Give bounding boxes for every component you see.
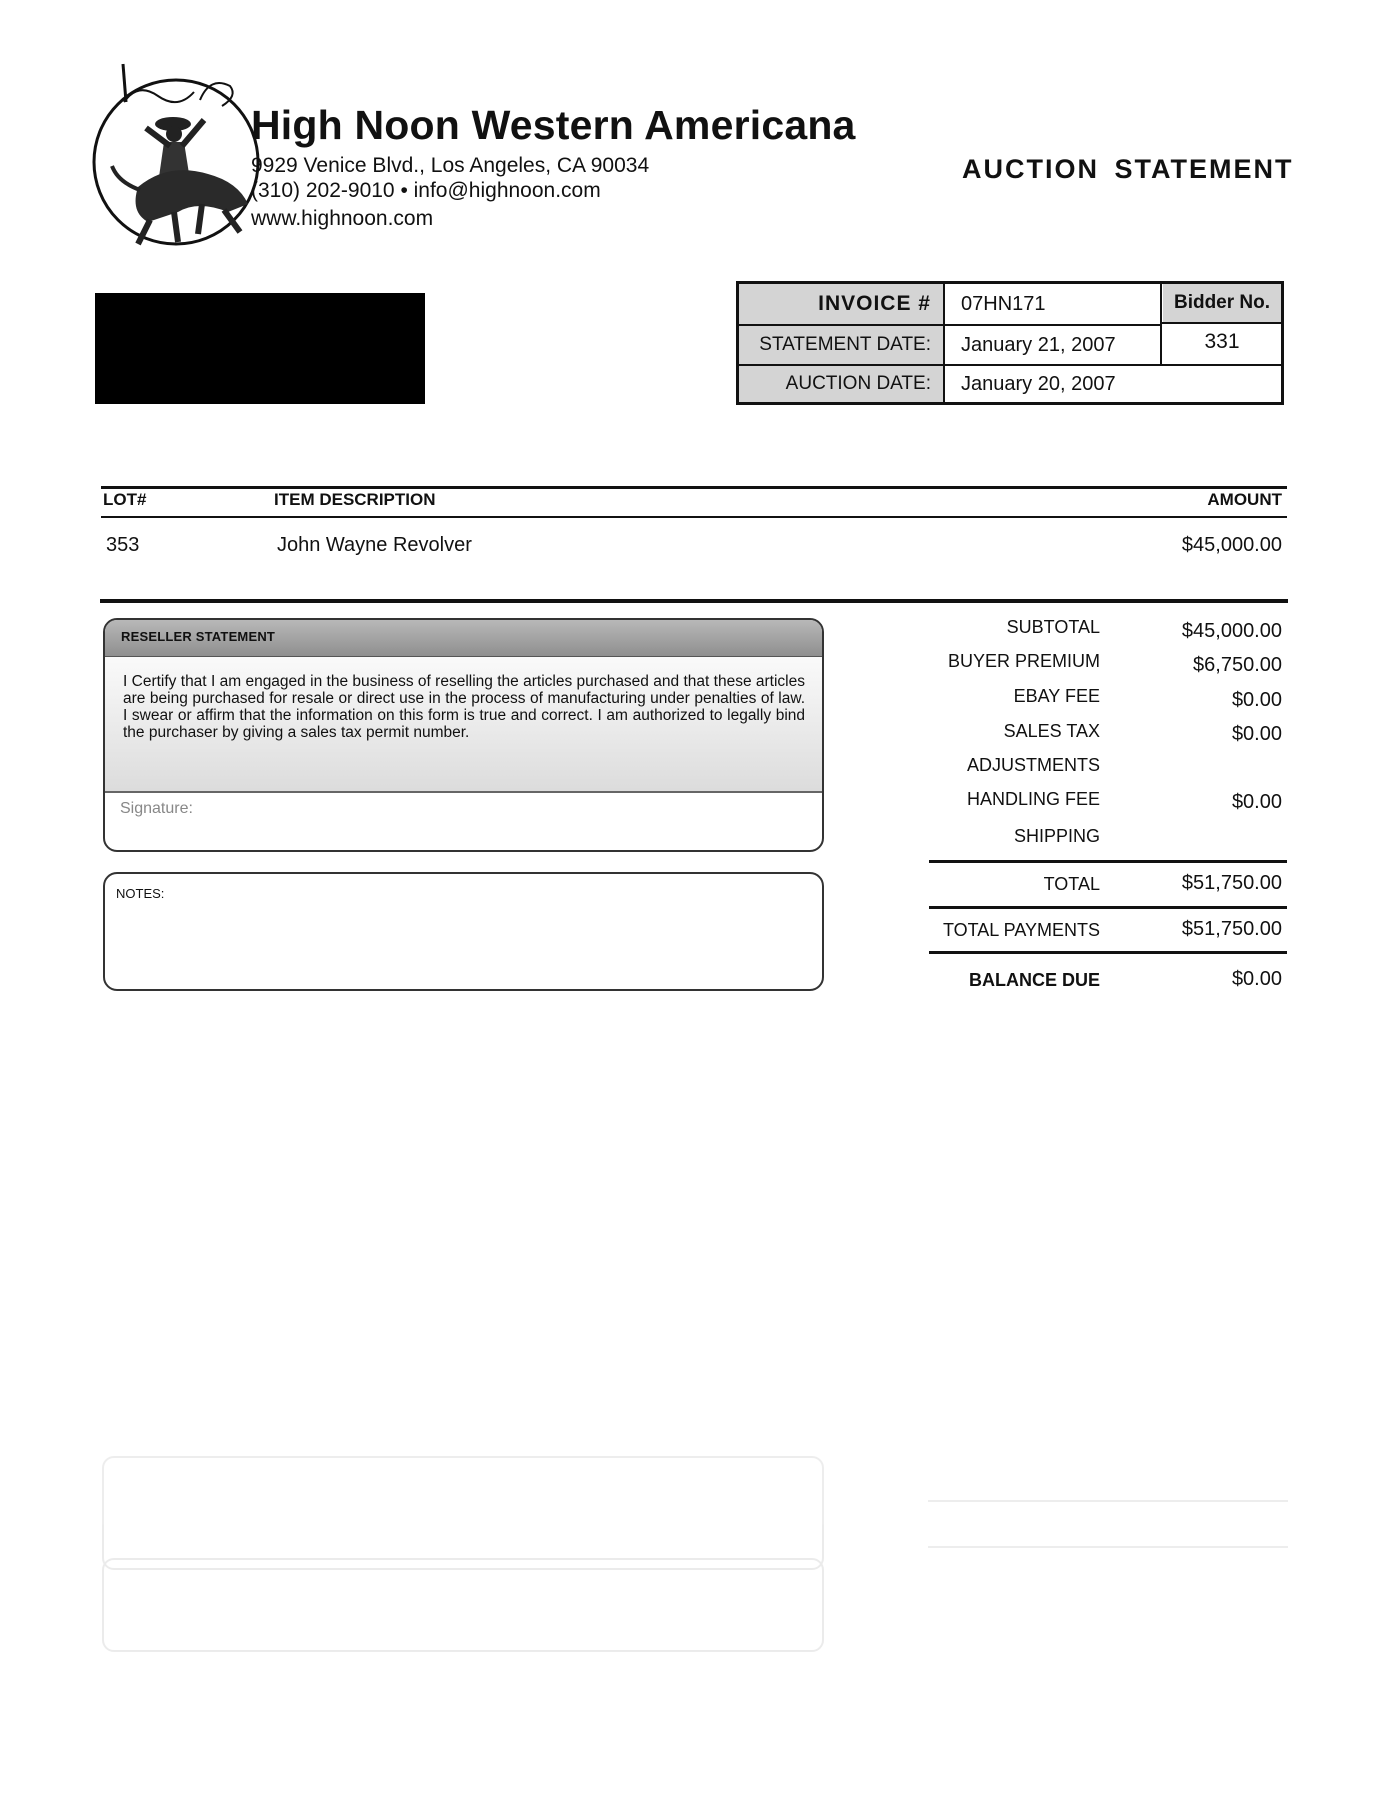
reseller-statement-title: RESELLER STATEMENT bbox=[121, 629, 276, 644]
column-header-lot: LOT# bbox=[103, 490, 147, 509]
payments-top-rule bbox=[929, 906, 1287, 909]
subtotal-label: SUBTOTAL bbox=[1006, 617, 1100, 637]
total-top-rule bbox=[929, 860, 1287, 863]
total-payments-label: TOTAL PAYMENTS bbox=[942, 920, 1100, 940]
bidder-number: 331 bbox=[1204, 330, 1240, 353]
statement-date-label: STATEMENT DATE: bbox=[739, 326, 943, 364]
signature-field[interactable]: Signature: bbox=[120, 800, 193, 817]
total-payments-value: $51,750.00 bbox=[1181, 918, 1282, 940]
bidder-number-label: Bidder No. bbox=[1163, 284, 1281, 322]
buyer-premium-value: $6,750.00 bbox=[1193, 654, 1282, 676]
statement-date: January 21, 2007 bbox=[961, 333, 1116, 356]
cowboy-on-bull-logo bbox=[78, 62, 278, 248]
ebay-fee-label: EBAY FEE bbox=[1013, 686, 1100, 706]
lot-number: 353 bbox=[106, 534, 140, 556]
reseller-statement-body bbox=[105, 657, 822, 793]
balance-due-label: BALANCE DUE bbox=[968, 970, 1100, 990]
company-address: 9929 Venice Blvd., Los Angeles, CA 90034 bbox=[251, 154, 650, 177]
total-value: $51,750.00 bbox=[1181, 872, 1282, 894]
company-contact: (310) 202-9010 • info@highnoon.com bbox=[251, 179, 601, 202]
reseller-statement-box bbox=[103, 618, 824, 852]
handling-fee-value: $0.00 bbox=[1231, 791, 1282, 813]
reseller-statement-text: I Certify that I am engaged in the business of reselling the articles purchased and that these articles are being purchased for resale or direct use in the process of manufacturing under penalties of law. I swear or affirm that the information on this form is true and correct. I am authorized to legally bind the purchaser by giving a sales tax permit number. bbox=[123, 673, 805, 741]
buyer-premium-label: BUYER PREMIUM bbox=[947, 651, 1100, 671]
sales-tax-value: $0.00 bbox=[1231, 723, 1282, 745]
bleed-through-artifact bbox=[100, 1420, 1300, 1650]
ebay-fee-value: $0.00 bbox=[1231, 689, 1282, 711]
total-label: TOTAL bbox=[1043, 874, 1100, 894]
handling-fee-label: HANDLING FEE bbox=[966, 789, 1100, 809]
sales-tax-label: SALES TAX bbox=[1003, 721, 1100, 741]
item-amount: $45,000.00 bbox=[1181, 534, 1282, 556]
table-bottom-rule bbox=[100, 599, 1288, 603]
table-top-rule bbox=[101, 486, 1287, 489]
auction-date: January 20, 2007 bbox=[961, 372, 1116, 395]
column-header-description: ITEM DESCRIPTION bbox=[274, 490, 436, 509]
subtotal-value: $45,000.00 bbox=[1181, 620, 1282, 642]
shipping-label: SHIPPING bbox=[1013, 826, 1100, 846]
company-website: www.highnoon.com bbox=[251, 207, 434, 230]
balance-due-value: $0.00 bbox=[1231, 968, 1282, 990]
document-title: AUCTION STATEMENT bbox=[962, 154, 1294, 184]
header-bottom-rule bbox=[101, 516, 1287, 518]
auction-date-label: AUCTION DATE: bbox=[739, 366, 943, 402]
company-name: High Noon Western Americana bbox=[251, 102, 856, 148]
adjustments-label: ADJUSTMENTS bbox=[966, 755, 1100, 775]
item-description: John Wayne Revolver bbox=[277, 534, 472, 556]
reseller-statement-header bbox=[105, 620, 822, 657]
notes-box[interactable] bbox=[103, 872, 824, 991]
invoice-info-box bbox=[736, 281, 1284, 405]
column-header-amount: AMOUNT bbox=[1207, 490, 1282, 509]
redacted-address-block bbox=[95, 293, 425, 404]
invoice-number-label: INVOICE # bbox=[739, 284, 943, 324]
invoice-number: 07HN171 bbox=[961, 292, 1046, 315]
notes-label: NOTES: bbox=[116, 886, 165, 901]
balance-top-rule bbox=[929, 951, 1287, 954]
